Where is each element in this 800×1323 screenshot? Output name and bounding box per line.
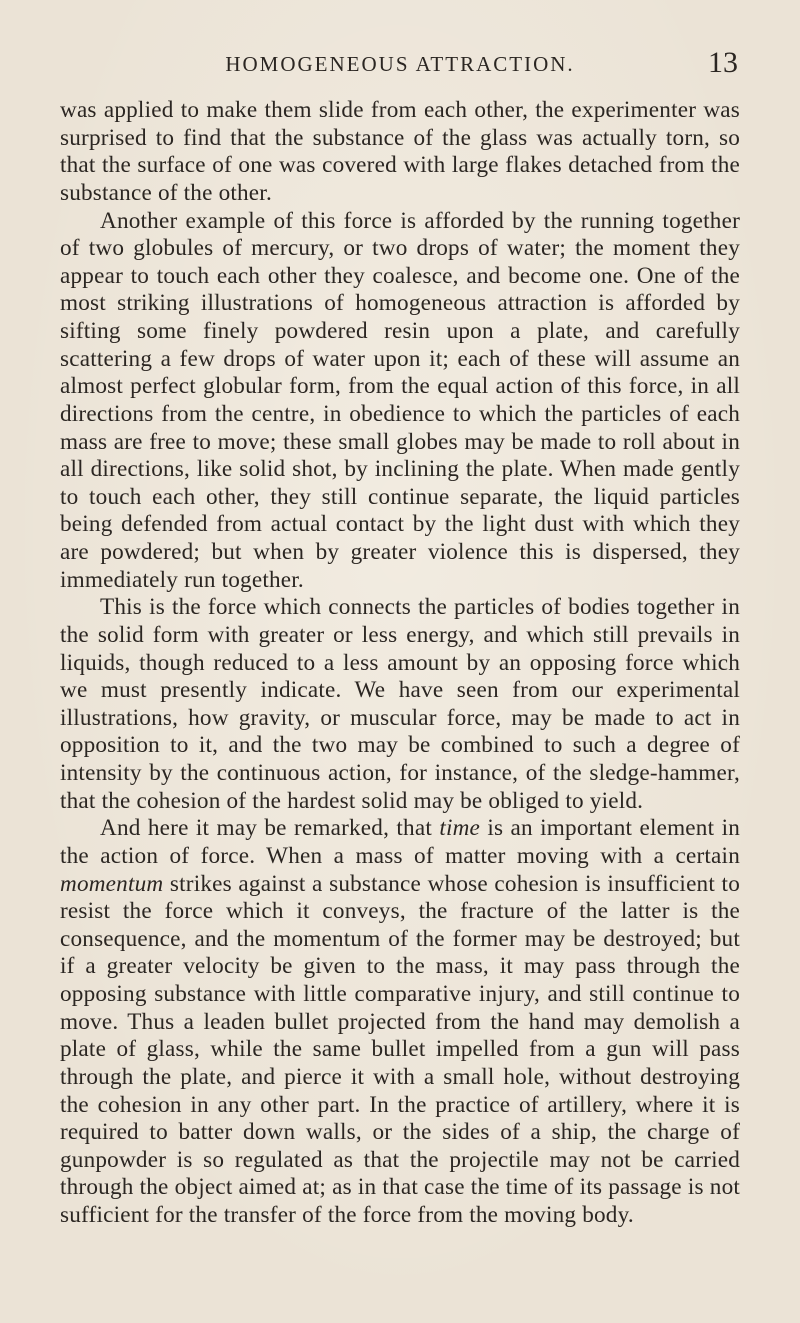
italic-time: time (439, 815, 481, 842)
italic-momentum: momentum (60, 870, 164, 897)
paragraph-3: This is the force which connects the particles of bodies together in the solid form with greater or less energy, and which still prevails in liquids, though reduced to a less amount by an opposing force which we must presently indicate. We have seen from our experimental illustrations, how gravity, or muscular force, may be made to act in opposition to it, and the two may be combined to such a degree of intensity by the continuous action, for instance, of the sledge-hammer, that the cohesion of the hardest solid may be obliged to yield. (60, 594, 740, 814)
running-head (62, 46, 738, 80)
paragraph-4-part-2: is an important element in the action of force. When a mass of matter moving with a certain (60, 815, 740, 869)
paragraph-4-part-1: And here it may be remarked, that (100, 815, 440, 842)
body-text (60, 97, 740, 1230)
running-title: HOMOGENEOUS ATTRACTION. (225, 52, 575, 76)
paragraph-2: Another example of this force is afforded by the running together of two globules of mercury, or two drops of water; the moment they appear to touch each other they coalesce, and become one. One of the most striking illustrations of homogeneous attraction is afforded by sifting some finely powdered resin upon a plate, and carefully scattering a few drops of water upon it; each of these will assume an almost perfect globular form, from the equal action of this force, in all directions from the centre, in obedience to which the particles of each mass are free to move; these small globes may be made to roll about in all directions, like solid shot, by inclining the plate. When made gently to touch each other, they still continue separate, the liquid particles being defended from actual contact by the light dust with which they are powdered; but when by greater violence this is dispersed, they immediately run together. (60, 207, 740, 593)
paragraph-1: was applied to make them slide from each other, the experimenter was surprised to find that the substance of the glass was actually torn, so that the surface of one was covered with large flakes detached from the substance of the other. (60, 97, 740, 206)
paragraph-4-part-3: strikes against a substance whose cohesion is insufficient to resist the force which it conveys, the fracture of the latter is the consequence, and the momentum of the former may be destroyed; but if a greater velocity be given to the mass, it may pass through the opposing substance with little comparative injury, and still continue to move. Thus a leaden bullet projected from the hand may demolish a plate of glass, while the same bullet impelled from a gun will pass through the plate, and pierce it with a small hole, without destroying the cohesion in any other part. In the practice of artillery, where it is required to batter down walls, or the sides of a ship, the charge of gunpowder is so regulated as that the projectile may not be carried through the object aimed at; as in that case the time of its passage is not sufficient for the transfer of the force from the moving body. (60, 870, 740, 1228)
paragraph-4 (60, 815, 740, 1229)
page-number: 13 (708, 46, 738, 79)
